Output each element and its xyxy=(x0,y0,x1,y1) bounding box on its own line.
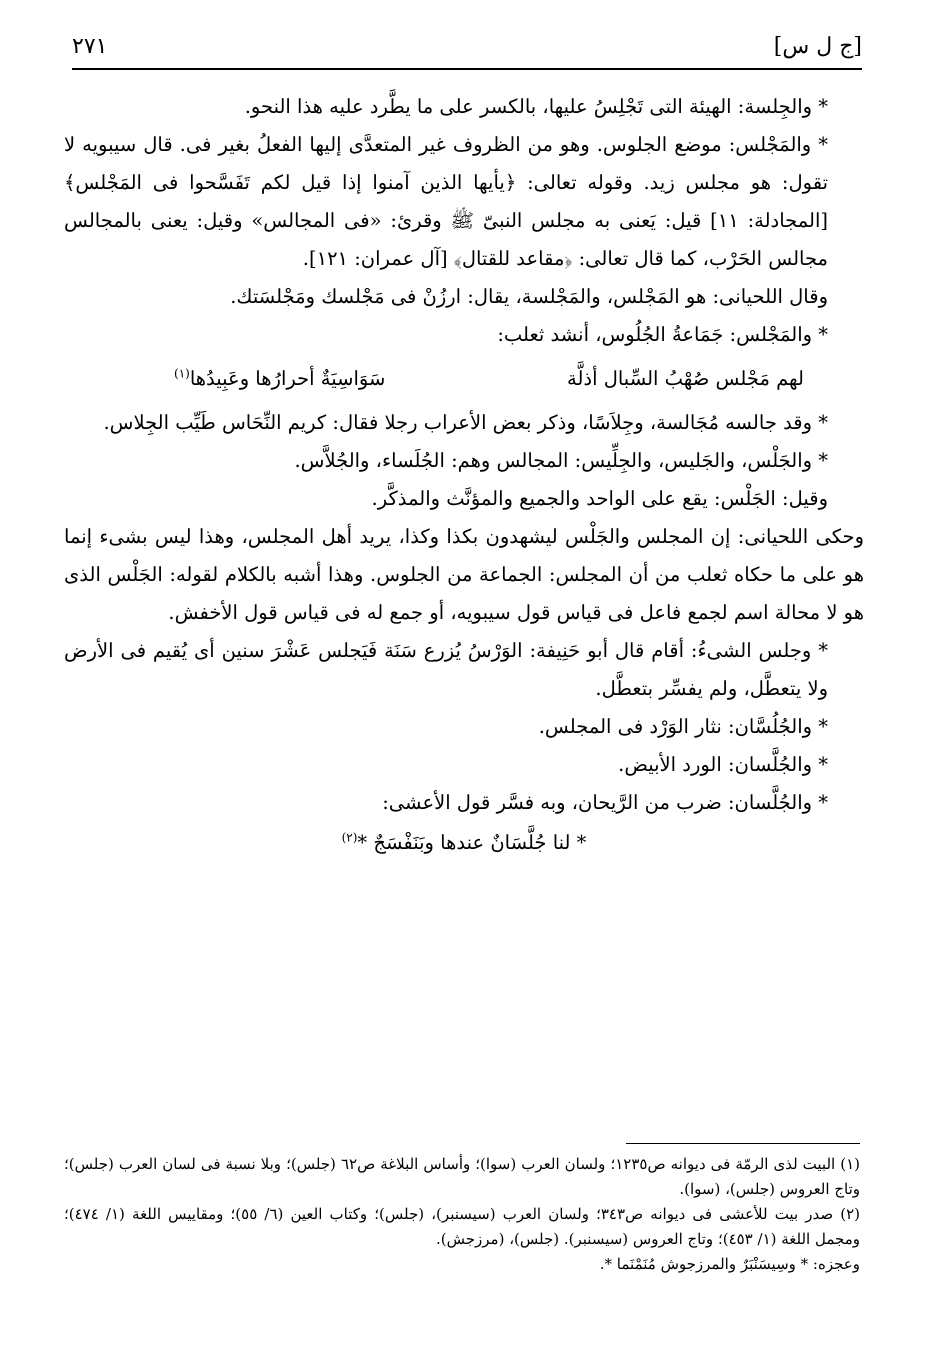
half-verse-asha: * لنا جُلَّسَانٌ عندها وبَنَفْسَجٌ *$^{(٢)}$ xyxy=(341,830,587,854)
paragraph-jalasa-shay: * وجلس الشىءُ: أقام قال أبو حَنِيفة: الوَرْسُ يُزرع سَنَة فَيَجلس عَشْرَ سنين أى يُقيم فى الأرض ولا يتعطَّل، ولم يفسِّر بتعطَّل. xyxy=(64,639,828,700)
paragraph-lihyani-2: وحكى اللحيانى: إن المجلس والجَلْس ليشهدون بكذا وكذا، يريد أهل المجلس، وهذا ليس بشىء إنما هو على ما حكاه ثعلب من أن المجلس: الجماعة من الجلوس. وهذا أشبه بالكلام لقوله: الجَلْس الذى هو لا محالة اسم لجمع فاعل فى قياس قول سيبويه، أو جمع له فى قياس قول الأخفش. xyxy=(64,525,864,624)
footnote-1: (١) البيت لذى الرمّة فى ديوانه ص١٢٣٥؛ ولسان العرب (سوا)؛ وأساس البلاغة ص٦٢ (جلس)؛ وبلا نسبة فى لسان العرب (جلس)؛ وتاج العروس (جلس)، (سوا). xyxy=(64,1155,861,1198)
paragraph-jilsa: * والجِلسة: الهيئة التى تَجْلِسُ عليها، بالكسر على ما يطَّرد عليه هذا النحو. xyxy=(244,95,828,118)
footnote-2: (٢) صدر بيت للأعشى فى ديوانه ص٣٤٣؛ ولسان العرب (سيسنبر)، (جلس)؛ وكتاب العين (٦/ ٥٥)؛ ومقاييس اللغة (١/ ٤٧٤)؛ ومجمل اللغة (١/ ٤٥٣)؛ وتاج العروس (سيسنبر). (جلس)، (مرزجش). xyxy=(64,1205,860,1248)
poem-second-hemistich: سَوَاسِيَةٌ أحرارُها وعَبِيدُها$^{(١)}$ xyxy=(174,366,386,390)
paragraph-julussan-1: * والجُلُسَّان: نثار الوَرْد فى المجلس. xyxy=(538,715,828,738)
paragraph-lihyani: وقال اللحيانى: هو المَجْلس، والمَجْلسة، يقال: ارزُنْ فى مَجْلسك ومَجْلسَتك. xyxy=(230,285,828,308)
entry-body xyxy=(64,88,864,864)
root-letters-heading: [ج ل س] xyxy=(773,34,862,59)
poem-first-hemistich: لهم مَجْلس صُهْبُ السِّبال أذلَّة xyxy=(567,367,804,390)
page-number: ٢٧١ xyxy=(72,34,108,59)
paragraph-jalasa: * وقد جالسه مُجَالسة، وجِلاَسًا، وذكر بعض الأعراب رجلا فقال: كريم النِّحَاس طَيِّب الجِلاس. xyxy=(103,411,828,434)
footnote-2-continuation: وعجزه: * وسِيسَنْبَرٌ والمرزجوش مُنَمْنَما *. xyxy=(599,1255,860,1273)
paragraph-julussan-2: * والجُلَّسان: الورد الأبيض. xyxy=(618,753,828,776)
paragraph-majlis-jamaa: * والمَجْلس: جَمَاعةُ الجُلُوس، أنشد ثعلب: xyxy=(497,323,828,346)
poem-verse xyxy=(64,358,864,400)
paragraph-jals: * والجَلْس، والجَليس، والجِلِّيس: المجالس وهم: الجُلَساء، والجُلاَّس. xyxy=(294,449,828,472)
page-header xyxy=(72,28,862,68)
footnote-rule xyxy=(626,1143,860,1144)
paragraph-jals-wahid: وقيل: الجَلْس: يقع على الواحد والجميع والمؤنَّث والمذكَّر. xyxy=(371,487,828,510)
paragraph-majlis: * والمَجْلس: موضع الجلوس. وهو من الظروف غير المتعدَّى إليها الفعلُ بغير فى. قال سيبويه لا تقول: هو مجلس زيد. وقوله تعالى: ﴿يأيها الذين آمنوا إذا قيل لكم تَفَسَّحوا فى المَجْلس﴾ [المجادلة: ١١] قيل: يَعنى به مجلس النبىّ ﷺ وقرئ: «فى المجالس» وقيل: يعنى بالمجالس مجالس الحَرْب، كما قال تعالى: ﴿مقاعد للقتال﴾ [آل عمران: ١٢١]. xyxy=(64,133,828,270)
footnote-ref-2: (٢) xyxy=(341,830,358,845)
footnote-ref-1: (١) xyxy=(174,366,190,381)
paragraph-julussan-3: * والجُلَّسان: ضرب من الرَّيحان، وبه فسَّر قول الأعشى: xyxy=(382,791,828,814)
header-rule xyxy=(72,68,862,70)
footnotes xyxy=(64,1152,860,1277)
